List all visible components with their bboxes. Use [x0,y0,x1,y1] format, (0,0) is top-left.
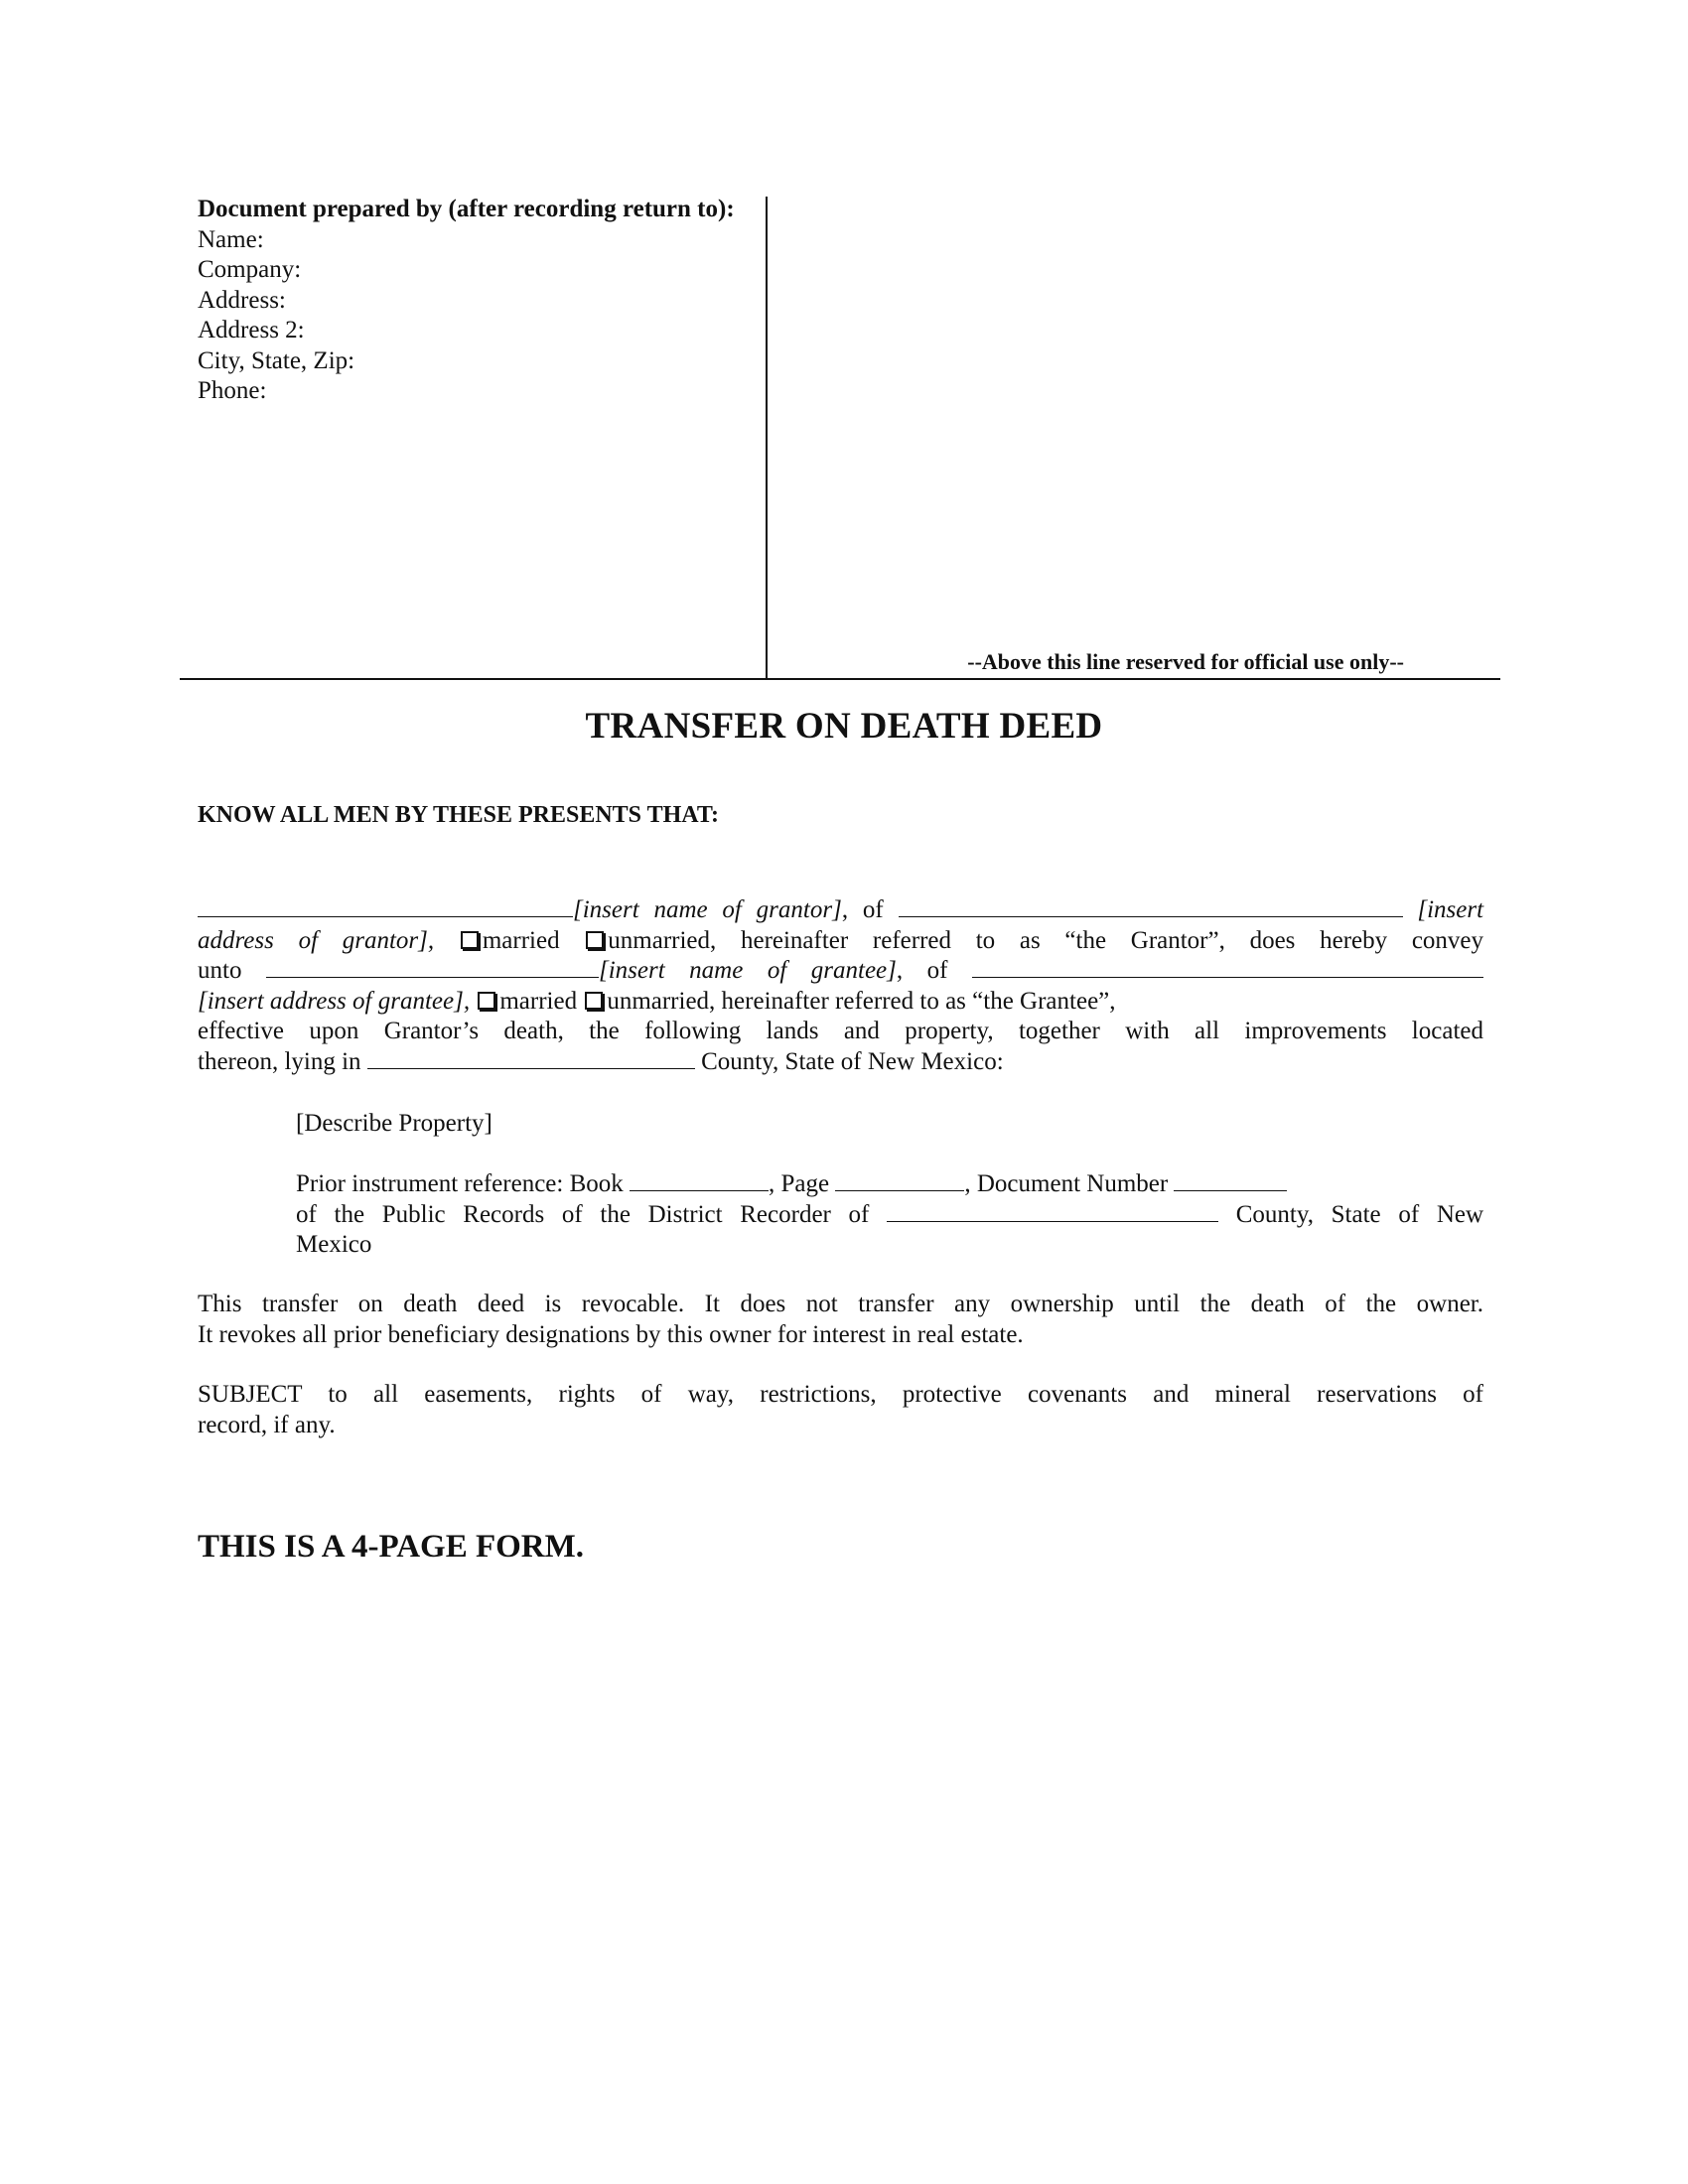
grant-line-4 [198,987,1483,1018]
grant-paragraph [198,895,1483,1077]
grantor-unmarried-checkbox[interactable] [586,931,604,949]
prepared-by-heading: Document prepared by (after recording return to): [198,196,735,222]
grantor-address-hint-end: address of grantor], [198,926,435,954]
of-text: , of [841,896,884,923]
form-notice: THIS IS A 4-PAGE FORM. [198,1529,585,1565]
page-label: , Page [769,1170,830,1197]
grantee-address-blank[interactable] [972,957,1483,978]
official-use-rule [180,678,1500,680]
grant-line-5: effective upon Grantor’s death, the following lands and property, together with all improvements located [198,1018,1483,1044]
name-label: Name: [198,225,264,253]
page-title: TRANSFER ON DEATH DEED [585,706,1103,747]
grantee-name-hint: [insert name of grantee] [598,957,897,984]
prepared-by-block [198,195,750,407]
subject-paragraph [198,1380,1483,1440]
book-blank[interactable] [630,1170,769,1191]
prior-lead-text: Prior instrument reference: Book [296,1170,624,1197]
grantor-name-hint: [insert name of grantor] [573,896,842,923]
grantee-unmarried-text: unmarried, hereinafter referred to as “the Grantee”, [607,987,1116,1015]
recorder-county-blank[interactable] [887,1201,1218,1222]
recording-box-divider [766,197,768,680]
grantor-address-blank[interactable] [899,896,1403,917]
unto-text: unto [198,957,242,984]
grantor-married-checkbox[interactable] [461,931,479,949]
of-text-2: , of [896,957,948,984]
county-blank[interactable] [367,1048,695,1069]
know-all-heading: KNOW ALL MEN BY THESE PRESENTS THAT: [198,802,720,828]
document-number-label: , Document Number [964,1170,1169,1197]
county-state-new-text: County, State of New [1235,1200,1484,1228]
page-blank[interactable] [835,1170,964,1191]
county-state-text: County, State of New Mexico: [701,1047,1004,1075]
grant-line-6 [198,1047,1483,1078]
grant-line-1 [198,895,1483,926]
address-2-label: Address 2: [198,317,305,343]
city-state-zip-label: City, State, Zip: [198,346,355,374]
grantee-married-checkbox[interactable] [478,992,495,1010]
grantee-name-blank[interactable] [266,957,599,978]
grantor-address-hint-start: [insert [1417,896,1484,923]
describe-property: [Describe Property] [296,1110,492,1137]
married-label-2: married [499,987,578,1015]
grantee-address-hint: [insert address of grantee], [198,987,471,1015]
revocable-line-1: This transfer on death deed is revocable. It does not transfer any ownership until the death of the owner. [198,1291,1483,1317]
document-number-blank[interactable] [1174,1170,1287,1191]
official-use-note: --Above this line reserved for official use only-- [967,649,1404,674]
phone-label: Phone: [198,377,267,404]
company-label: Company: [198,256,302,283]
prior-instrument-block [296,1169,1483,1261]
subject-line-2: record, if any. [198,1411,336,1438]
grantor-name-blank[interactable] [198,896,573,917]
revocable-line-2: It revokes all prior beneficiary designations by this owner for interest in real estate. [198,1320,1024,1348]
thereon-text: thereon, lying in [198,1047,361,1075]
grant-line-3 [198,956,1483,987]
grantee-unmarried-checkbox[interactable] [585,992,603,1010]
grantor-unmarried-text: unmarried, hereinafter referred to as “the Grantor”, does hereby convey [608,926,1484,954]
prior-line-3: Mexico [296,1231,372,1258]
revocable-paragraph [198,1290,1483,1350]
prior-line-2 [296,1200,1483,1231]
grant-line-2 [198,926,1483,957]
prior-line-1 [296,1169,1483,1200]
records-text: of the Public Records of the District Recorder of [296,1200,870,1228]
married-label: married [482,926,560,954]
subject-line-1: SUBJECT to all easements, rights of way, restrictions, protective covenants and mineral reservations of [198,1381,1483,1408]
address-label: Address: [198,286,286,314]
